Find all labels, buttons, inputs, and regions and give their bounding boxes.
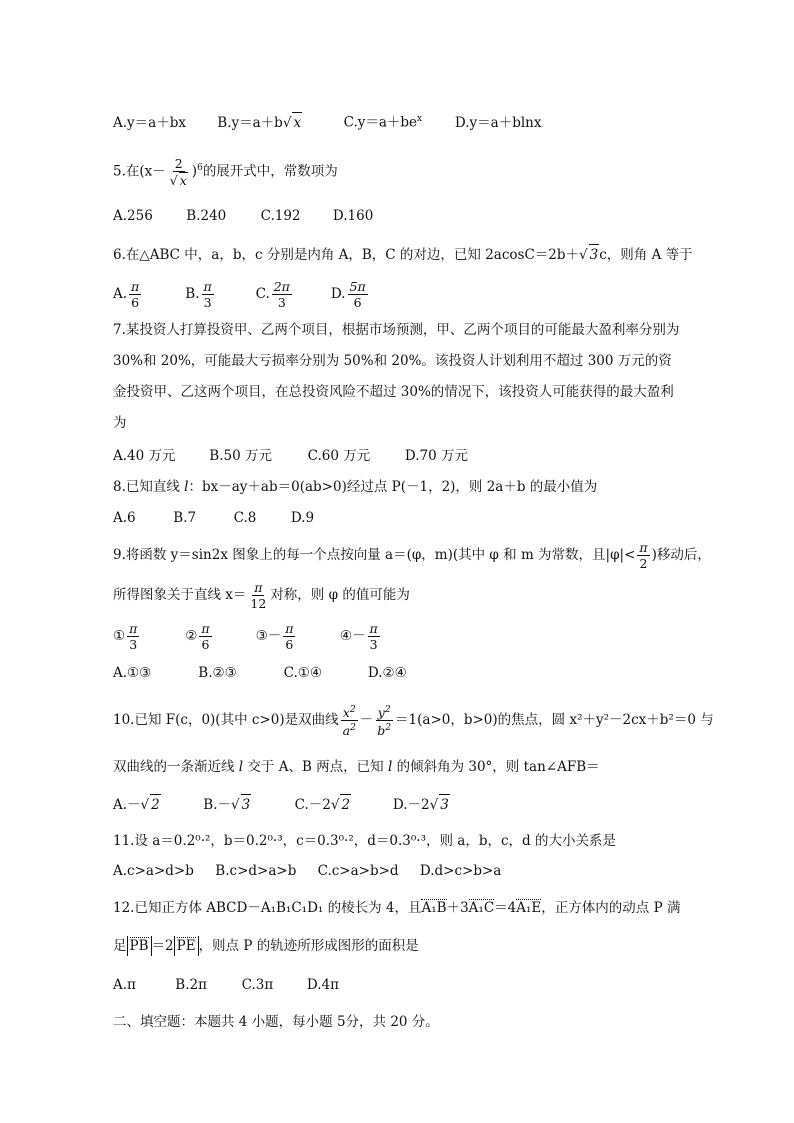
vector-a1b: A₁B	[421, 900, 447, 916]
q11-option-a: A.c>a>d>b	[113, 863, 194, 879]
q9-option-a: A.①③	[113, 665, 152, 681]
vector-a1c: A₁C	[468, 900, 495, 916]
q9-option-b: B.②③	[198, 665, 237, 681]
abs-pb: PB	[127, 936, 152, 956]
q8-option-a: A.6	[113, 510, 136, 526]
q12-option-a: A.π	[113, 977, 136, 993]
q6-stem: 6.在△ABC 中，a，b，c 分别是内角 A，B，C 的对边，已知 2acosC＝2b＋√ 3c，则角 A 等于	[113, 244, 682, 265]
q11-stem: 11.设 a＝0.2⁰·²，b＝0.2⁰·³，c＝0.3⁰·²，d＝0.3⁰·³，则 a，b，c，d 的大小关系是	[113, 833, 616, 849]
q4-options	[113, 109, 682, 133]
q9-choices	[113, 618, 682, 654]
q8-stem: 8.已知直线 l：bx－ay＋ab＝0(ab>0)经过点 P(－1，2)，则 2a＋b 的最小值为	[113, 479, 598, 495]
q6-option-d: D. $\frac{5\pi}{6}$	[330, 279, 366, 310]
q9-choice-1: ① $\frac{\pi}{3}$	[113, 621, 138, 652]
q6-option-c: C. $\frac{2\pi}{3}$	[255, 279, 290, 310]
q10-options	[113, 794, 682, 815]
q7-option-c: C.60 万元	[307, 448, 371, 464]
q9-option-c: C.①④	[283, 665, 322, 681]
q8-option-b: B.7	[173, 510, 197, 526]
q8-option-d: D.9	[290, 510, 315, 526]
q12-option-d: D.4π	[306, 977, 339, 993]
q10-stem-line2: 双曲线的一条渐近线 l 交于 A、B 两点，已知 l 的倾斜角为 30°，则 tan∠AFB＝	[113, 759, 600, 775]
q7-option-a: A.40 万元	[113, 448, 176, 464]
q5-option-c: C.192	[260, 208, 301, 224]
q4-option-b: B.y＝a＋b√ x	[217, 112, 339, 133]
q10-stem-line1: 10.已知 F(c，0)(其中 c>0)是双曲线 $\frac{x^2}{a^2}$ － $\frac{y^2}{b^2}$ ＝1(a>0，b>0)的焦点，圆 x²＋y²－2cx＋b²＝0 与	[113, 704, 714, 739]
q6-options	[113, 276, 682, 312]
q12-stem-line1: 12.已知正方体 ABCD－A₁B₁C₁D₁ 的棱长为 4，且A₁B＋3A₁C＝4A₁E，正方体内的动点 P 满	[113, 900, 681, 916]
q6-option-b: B. $\frac{\pi}{3}$	[185, 279, 212, 310]
q5-option-b: B.240	[186, 208, 227, 224]
q4-option-a: A.y＝a＋bx	[113, 114, 186, 131]
q10-option-d: D.－2√ 3	[393, 794, 450, 815]
q5-fraction: $\frac{2}{√ x}$	[169, 156, 187, 188]
q9-choice-2: ② $\frac{\pi}{6}$	[185, 621, 210, 652]
q5-stem: 5.在(x－ $\frac{2}{√ x}$ )$^6$的展开式中，常数项为	[113, 156, 338, 188]
q11-options	[113, 861, 682, 881]
q12-option-c: C.3π	[241, 977, 274, 993]
q9-stem-line1: 9.将函数 y＝sin2x 图象上的每一个点按向量 a＝(φ，m)(其中 φ 和 m 为常数，且|φ|< $\frac{\pi}{2}$ )移动后，	[113, 540, 711, 571]
q6-option-a: A. $\frac{\pi}{6}$	[113, 279, 140, 310]
q9-choice-3: ③－ $\frac{\pi}{6}$	[255, 621, 294, 652]
section-heading-fill-in: 二、填空题：本题共 4 小题，每小题 5分，共 20 分。	[113, 1014, 439, 1030]
q9-stem-line2: 所得图象关于直线 x＝ $\frac{\pi}{12}$ 对称，则 φ 的值可能为	[113, 580, 410, 611]
q7-stem: 7.某投资人打算投资甲、乙两个项目，根据市场预测，甲、乙两个项目的可能最大盈利率分别为 30%和 20%，可能最大亏损率分别为 50%和 20%。该投资人计划利用不超过 300 万元的资金投资甲、乙这两个项目，在总投资风险不超过 30%的情况下，该投资人可能获得的最大盈利为	[113, 322, 680, 431]
q7-options	[113, 446, 682, 466]
q10-option-c: C.－2√ 2	[295, 794, 389, 815]
q8-options	[113, 508, 682, 528]
q7-option-d: D.70 万元	[404, 448, 468, 464]
q10-option-b: B.－√ 3	[203, 794, 290, 815]
q11-option-d: D.d>c>b>a	[419, 863, 502, 879]
q12-options	[113, 975, 682, 995]
q7-option-b: B.50 万元	[209, 448, 272, 464]
q9-options	[113, 663, 682, 683]
q12-option-b: B.2π	[175, 977, 207, 993]
q11-option-c: C.c>a>b>d	[317, 863, 399, 879]
q4-option-d: D.y＝a＋blnx	[454, 114, 542, 131]
q4-option-c: $C.y=a+be^x$	[343, 114, 423, 131]
q5-option-d: D.160	[332, 208, 374, 224]
abs-pe: PE	[174, 936, 199, 956]
q9-choice-4: ④－ $\frac{\pi}{3}$	[339, 621, 378, 652]
q5-option-a: A.256	[113, 208, 153, 224]
q8-option-c: C.8	[233, 510, 257, 526]
q5-options	[113, 206, 682, 226]
q11-option-b: B.c>d>a>b	[215, 863, 297, 879]
q10-option-a: A.－√ 2	[113, 794, 199, 815]
q9-option-d: D.②④	[367, 665, 407, 681]
vector-a1e: A₁E	[516, 900, 542, 916]
q12-stem-line2: 足 PB ＝2 PE ，则点 P 的轨迹所形成图形的面积是	[113, 938, 419, 954]
